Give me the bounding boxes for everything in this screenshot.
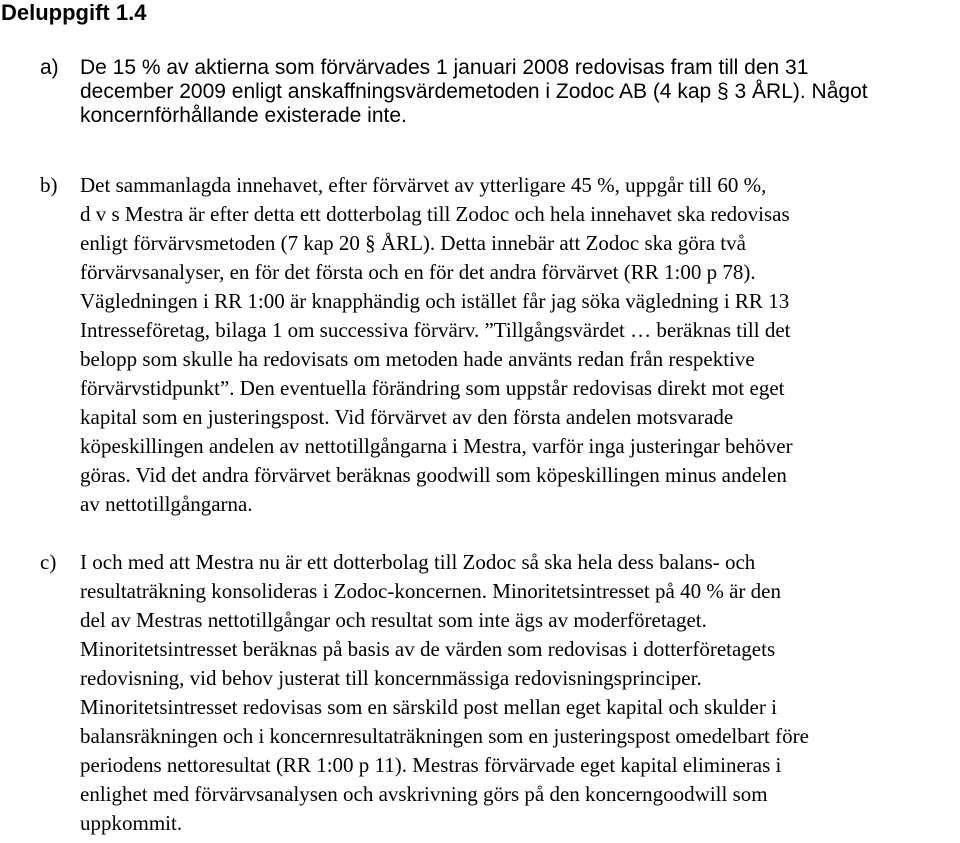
item-c-line: del av Mestras nettotillgångar och resultat som inte ägs av moderföretaget. xyxy=(80,608,707,632)
item-c-line: periodens nettoresultat (RR 1:00 p 11). Mestras förvärvade eget kapital elimineras i xyxy=(80,753,782,777)
item-b-line: d v s Mestra är efter detta ett dotterbolag till Zodoc och hela innehavet ska redovisas xyxy=(80,202,790,226)
item-c-line: resultaträkning konsolideras i Zodoc-koncernen. Minoritetsintresset på 40 % är den xyxy=(80,579,781,603)
item-b-line: Det sammanlagda innehavet, efter förvärvet av ytterligare 45 %, uppgår till 60 %, xyxy=(80,173,767,197)
item-b-line: kapital som en justeringspost. Vid förvärvet av den första andelen motsvarade xyxy=(80,405,734,429)
item-b-line: förvärvstidpunkt”. Den eventuella förändring som uppstår redovisas direkt mot eget xyxy=(80,376,785,400)
item-a-line: koncernförhållande existerade inte. xyxy=(80,104,407,127)
item-c-label: c) xyxy=(40,550,57,574)
item-a-line: december 2009 enligt anskaffningsvärdemetoden i Zodoc AB (4 kap § 3 ÅRL). Något xyxy=(80,80,868,103)
item-c-text xyxy=(80,548,958,838)
item-a-line: De 15 % av aktierna som förvärvades 1 januari 2008 redovisas fram till den 31 xyxy=(80,56,809,79)
item-a-text xyxy=(80,56,958,128)
item-c-line: balansräkningen och i koncernresultaträkningen som en justeringspost omedelbart före xyxy=(80,724,809,748)
item-b-line: belopp som skulle ha redovisats om metoden hade använts redan från respektive xyxy=(80,347,755,371)
item-c-line: uppkommit. xyxy=(80,811,183,835)
item-b-line: Intresseföretag, bilaga 1 om successiva förvärv. ”Tillgångsvärdet … beräknas till det xyxy=(80,318,791,342)
item-b-line: köpeskillingen andelen av nettotillgångarna i Mestra, varför inga justeringar behöver xyxy=(80,434,793,458)
item-b xyxy=(40,171,958,519)
item-b-line: enligt förvärvsmetoden (7 kap 20 § ÅRL). Detta innebär att Zodoc ska göra två xyxy=(80,231,746,255)
item-b-line: förvärvsanalyser, en för det första och en för det andra förvärvet (RR 1:00 p 78). xyxy=(80,260,756,284)
item-b-text xyxy=(80,171,958,519)
item-b-line: göras. Vid det andra förvärvet beräknas goodwill som köpeskillingen minus andelen xyxy=(80,463,787,487)
item-c-line: redovisning, vid behov justerat till koncernmässiga redovisningsprinciper. xyxy=(80,666,702,690)
item-b-line: Vägledningen i RR 1:00 är knapphändig och istället får jag söka vägledning i RR 13 xyxy=(80,289,790,313)
item-c xyxy=(40,548,958,838)
item-c-line: Minoritetsintresset beräknas på basis av de värden som redovisas i dotterföretagets xyxy=(80,637,776,661)
item-a-label: a) xyxy=(40,56,59,79)
item-b-label: b) xyxy=(40,173,58,197)
item-b-line: av nettotillgångarna. xyxy=(80,492,253,516)
page-title: Deluppgift 1.4 xyxy=(1,0,147,25)
item-c-line: enlighet med förvärvsanalysen och avskrivning görs på den koncerngoodwill som xyxy=(80,782,768,806)
item-c-line: I och med att Mestra nu är ett dotterbolag till Zodoc så ska hela dess balans- och xyxy=(80,550,756,574)
item-c-line: Minoritetsintresset redovisas som en särskild post mellan eget kapital och skulder i xyxy=(80,695,777,719)
item-a xyxy=(40,56,958,128)
